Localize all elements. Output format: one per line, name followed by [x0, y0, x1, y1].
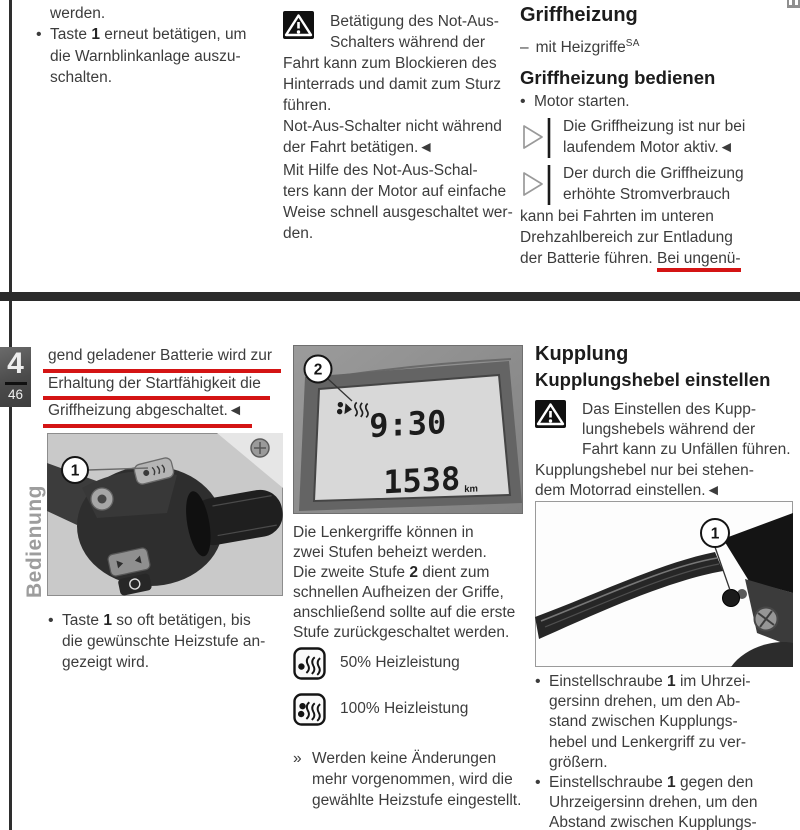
warning-block: Das Einstellen des Kupp- lungshebels während der Fahrt kann zu Unfällen führen. Kupplungshebel nur bei stehen- dem Motorrad einstellen.◄ [535, 401, 791, 499]
callout-1 [62, 457, 88, 483]
paragraph: Die Lenkergriffe können in zwei Stufen beheizt werden. Die zweite Stufe 2 dient zum schnellen Aufheizen der Griffe, anschließend sollte auf die erste Stufe zurückgeschaltet werden. [293, 524, 516, 641]
heat-level-label: 100% Heizleistung [340, 700, 469, 717]
heat-level-row [293, 647, 523, 685]
hint-arrow-icon [520, 116, 563, 158]
list-item: • Motor starten. [520, 91, 796, 112]
callout-2 [305, 356, 332, 383]
lcd-odometer: 1538 [383, 459, 461, 502]
note-block: Der durch die Griffheizung erhöhte Stromverbrauch kann bei Fahrten im unteren Drehzahlbereich zur Entladung der Batterie führen. Bei ungenü- [520, 163, 796, 269]
phillips-screw [755, 608, 778, 631]
svg-text:1: 1 [710, 525, 720, 543]
top-left-column [36, 3, 281, 88]
grip-heat-100-icon [293, 693, 340, 731]
figure-clutch-lever [535, 501, 798, 667]
bottom-right-column [535, 342, 798, 830]
subsection-heading: Griffheizung bedienen [520, 67, 716, 89]
warning-triangle-icon [535, 400, 582, 442]
chapter-number: 4 [7, 347, 24, 380]
list-item: • Einstellschraube 1 im Uhrzei- gersinn drehen, um den Ab- stand zwischen Kupplungs- hebel und Lenkergriff zu ver- größern. [535, 672, 798, 773]
hint-arrow-icon [520, 163, 563, 205]
superscript-sa: SA [625, 38, 640, 49]
bottom-left-column [48, 345, 286, 674]
lcd-unit: km [464, 483, 478, 496]
section-heading: Griffheizung [520, 4, 638, 26]
grip-heat-50-icon [293, 647, 340, 685]
list-item: • Einstellschraube 1 gegen den Uhrzeigersinn drehen, um den Abstand zwischen Kupplungs- [535, 773, 798, 830]
warning-triangle-icon [283, 11, 330, 53]
equipment-subtitle: – mit Heizgriffe$^{SA}$ [520, 38, 640, 56]
lcd-clock: 9:30 [369, 402, 447, 446]
figure-instrument-display [293, 345, 523, 514]
page-number: 46 [7, 387, 24, 402]
subsection-heading: Kupplungshebel einstellen [535, 369, 771, 390]
figure-handlebar-switch [47, 433, 286, 596]
result-block: » Werden keine Änderungen mehr vorgenommen, wird die gewählte Heizstufe eingestellt. [293, 750, 522, 809]
list-item: • Taste 1 so oft betätigen, bis die gewünschte Heizstufe an- gezeigt wird. [48, 610, 286, 674]
svg-text:2: 2 [313, 361, 323, 379]
red-annotation-underline: gend geladener Batterie wird zur [43, 345, 281, 373]
section-side-label: Bedienung [23, 485, 46, 598]
page-break-bar [0, 292, 800, 301]
svg-text:1: 1 [70, 462, 80, 480]
bottom-middle-column [293, 345, 523, 811]
top-right-column [520, 3, 796, 270]
result-marker: » [293, 750, 302, 767]
callout-1 [701, 519, 729, 547]
paragraph: Mit Hilfe des Not-Aus-Schal- ters kann der Motor auf einfache Weise schnell ausgeschaltet wer- den. [283, 162, 513, 242]
tab-divider [5, 382, 27, 385]
red-annotation-underline: Griffheizung abgeschaltet.◄ [43, 400, 252, 428]
note-block: Die Griffheizung ist nur bei laufendem Motor aktiv.◄ [520, 116, 796, 159]
heat-level-label: 50% Heizleistung [340, 654, 460, 671]
carry-over-line: werden. [50, 5, 106, 22]
red-annotation-underline: Erhaltung der Startfähigkeit die [43, 373, 270, 401]
red-annotation-underline: Bei ungenü- [657, 250, 741, 272]
section-heading: Kupplung [535, 343, 629, 365]
top-middle-column [283, 11, 525, 244]
heat-level-row [293, 693, 523, 731]
instruction-list [535, 672, 798, 830]
carry-over-paragraph [48, 345, 286, 428]
chapter-tab [0, 347, 31, 407]
list-item: • Taste 1 erneut betätigen, um die Warnblinkanlage auszu- schalten. [36, 24, 281, 88]
page-edge-rule [9, 0, 12, 830]
warning-block: Betätigung des Not-Aus- Schalters während der Fahrt kann zum Blockieren des Hinterrads und damit zum Sturz führen. Not-Aus-Schalter nicht während der Fahrt betätigen.◄ [283, 13, 502, 156]
